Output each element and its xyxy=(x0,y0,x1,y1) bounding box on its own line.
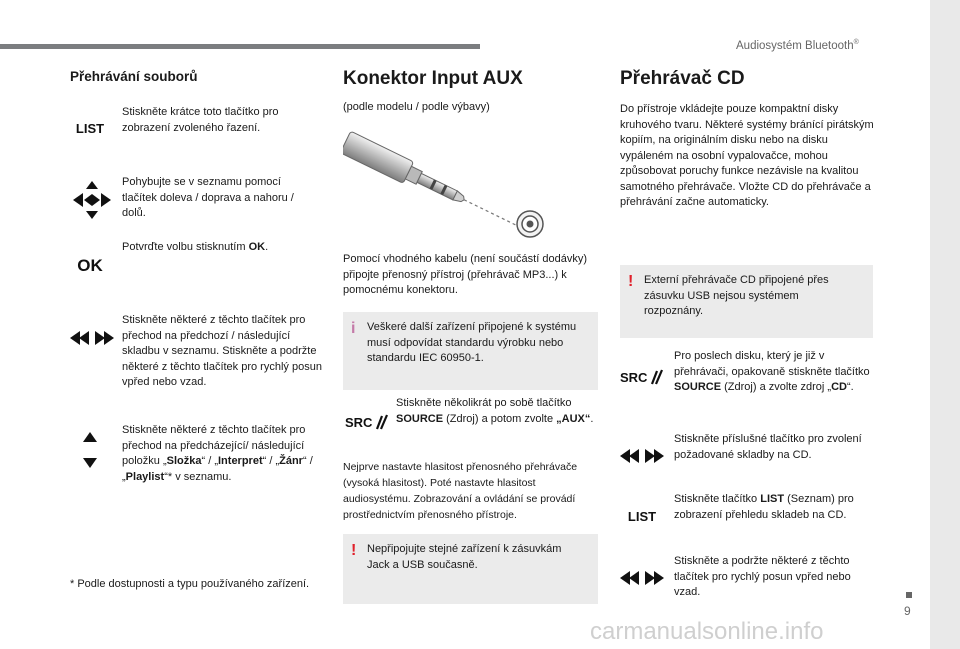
aux-source-instruction: Stiskněte několikrát po sobě tlačítko SOURCE (Zdroj) a potom zvolte „AUX“. xyxy=(396,397,594,425)
list-instruction: Stiskněte krátce toto tlačítko pro zobrazení zvoleného řazení. xyxy=(122,106,279,134)
warning-icon: ! xyxy=(351,542,357,559)
skip-instruction: Stiskněte některé z těchto tlačítek pro přechod na předchozí / následující skladbu v seznamu. Stiskněte a podržte některé z těchto tlačítek pro rychlý posun vpřed nebo vzad. xyxy=(122,314,322,388)
note-warn-cd xyxy=(620,265,873,338)
list-button-icon: LIST xyxy=(627,509,657,524)
up-down-icon xyxy=(82,432,98,468)
page-number: 9 xyxy=(904,604,911,618)
side-band xyxy=(930,0,960,649)
footnote: * Podle dostupnosti a typu používaného zařízení. xyxy=(70,578,310,590)
note-warn-aux xyxy=(343,534,598,604)
warning-icon: ! xyxy=(628,273,634,290)
svg-text:SRC: SRC xyxy=(345,415,373,430)
source-button-icon xyxy=(620,367,664,387)
source-button-icon xyxy=(345,412,389,432)
cd-ff-instruction: Stiskněte a podržte některé z těchto tlačítek pro rychlý posun vpřed nebo vzad. xyxy=(674,555,851,598)
top-rule xyxy=(0,44,480,49)
navigate-instruction: Pohybujte se v seznamu pomocí tlačítek doleva / doprava a nahoru / dolů. xyxy=(122,176,294,219)
heading-aux: Konektor Input AUX xyxy=(343,68,523,89)
cd-list-instruction: Stiskněte tlačítko LIST (Seznam) pro zobrazení přehledu skladeb na CD. xyxy=(674,493,854,521)
page-marker xyxy=(906,592,912,598)
jack-plug-image xyxy=(343,125,553,245)
note-warn-text: Nepřipojujte stejné zařízení k zásuvkám Jack a USB současně. xyxy=(367,543,562,571)
note-info-aux xyxy=(343,312,598,390)
cd-skip-instruction: Stiskněte příslušné tlačítko pro zvolení požadované skladby na CD. xyxy=(674,433,862,461)
note-warn-cd-text: Externí přehrávače CD připojené přes zásuvku USB nejsou systémem rozpoznány. xyxy=(644,274,829,317)
cd-source-instruction: Pro poslech disku, který je již v přehrávači, opakovaně stiskněte tlačítko SOURCE (Zdroj) a zvolte zdroj „CD“. xyxy=(674,350,870,393)
cd-para1: Do přístroje vkládejte pouze kompaktní disky kruhového tvaru. Některé systémy bránící pirátským kopiím, na originálním disku nebo na disku vypáleném na osobní vypalovačce, mohou způsobovat poruchy funkce nezávisle na kvalitou samotného přehrávače. Vložte CD do přehrávače a přehrávání začne automaticky. xyxy=(620,103,874,208)
heading-cd: Přehrávač CD xyxy=(620,68,745,89)
watermark: carmanualsonline.info xyxy=(590,618,824,645)
aux-para2: Nejprve nastavte hlasitost přenosného přehrávače (vysoká hlasitost). Poté nastavte hlasitost audiosystému. Zobrazování a ovládání se provádí prostřednictvím přenosného přístroje. xyxy=(343,461,578,521)
svg-text:SRC: SRC xyxy=(620,370,648,385)
fast-forward-rewind-icon xyxy=(620,570,664,586)
aux-subtitle: (podle modelu / podle výbavy) xyxy=(343,101,490,113)
skip-left-right-icon xyxy=(70,330,114,346)
note-info-text: Veškeré další zařízení připojené k systému musí odpovídat standardu výrobku nebo standardu IEC 60950-1. xyxy=(367,321,577,364)
list-button-icon: LIST xyxy=(75,121,105,136)
ok-instruction: Potvrďte volbu stisknutím OK. xyxy=(122,241,269,253)
skip-left-right-icon xyxy=(620,448,664,464)
ok-button-icon: OK xyxy=(77,256,103,275)
info-icon: i xyxy=(351,320,356,337)
section-title: Audiosystém Bluetooth® xyxy=(736,39,859,52)
folder-instruction: Stiskněte některé z těchto tlačítek pro přechod na předcházející/ následující položku „Složka“ / „Interpret“ / „Žánr“ / „Playlist“* v seznamu. xyxy=(122,424,313,483)
heading-file-playback: Přehrávání souborů xyxy=(70,69,198,84)
arrows-four-icon xyxy=(72,180,112,220)
aux-para1: Pomocí vhodného kabelu (není součástí dodávky) připojte přenosný přístroj (přehrávač MP3...) k pomocnému konektoru. xyxy=(343,253,587,296)
